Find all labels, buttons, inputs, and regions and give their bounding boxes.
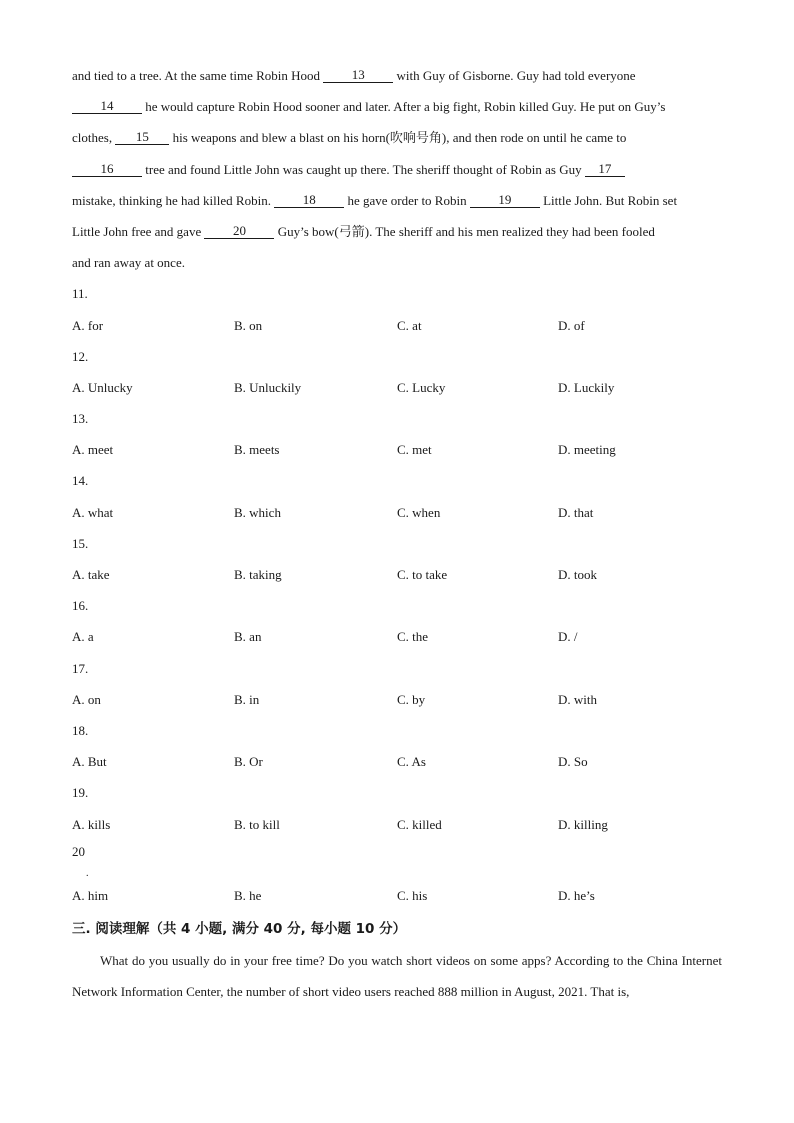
answer-option[interactable]: A. for: [72, 317, 104, 333]
answer-option[interactable]: D. So: [558, 754, 588, 770]
answer-option[interactable]: C. As: [397, 754, 426, 770]
question-number: 15.: [72, 535, 89, 551]
answer-option[interactable]: A. But: [72, 754, 107, 770]
answer-option[interactable]: A. Unlucky: [72, 379, 133, 395]
passage-text: Little John free and gave: [72, 223, 205, 239]
question-number-text: 20: [72, 843, 85, 859]
option-row: [72, 621, 722, 652]
question-number: 18.: [72, 722, 89, 738]
question-list: [72, 278, 722, 911]
question-number: 14.: [72, 473, 89, 489]
passage-text: mistake, thinking he had killed Robin.: [72, 192, 275, 208]
answer-option[interactable]: D. Luckily: [558, 379, 615, 395]
answer-option[interactable]: D. meeting: [558, 442, 616, 458]
passage-text: clothes,: [72, 130, 116, 146]
answer-option[interactable]: D. /: [558, 629, 578, 645]
passage-text: tree and found Little John was caught up there. The sheriff thought of Robin as Guy: [142, 161, 585, 177]
reading-paragraph: What do you usually do in your free time? Do you watch short videos on some apps? According to the China Internet Network Information Center, the number of short video users reached 888 million in August, 2021. That is,: [72, 952, 722, 1000]
answer-option[interactable]: B. Or: [234, 754, 263, 770]
question-number: 13.: [72, 411, 89, 427]
answer-option[interactable]: A. what: [72, 504, 114, 520]
answer-option[interactable]: A. meet: [72, 442, 114, 458]
answer-option[interactable]: D. with: [558, 691, 597, 707]
question-number: 16.: [72, 598, 89, 614]
passage-line: [72, 91, 722, 122]
answer-blank: 18: [274, 193, 344, 208]
answer-option[interactable]: D. that: [558, 504, 594, 520]
answer-option[interactable]: B. he: [234, 887, 262, 903]
answer-blank: 20: [204, 224, 274, 239]
cloze-passage: [72, 60, 722, 278]
question-number-dot: .: [86, 867, 89, 879]
answer-option[interactable]: C. met: [397, 442, 432, 458]
passage-line: [72, 247, 722, 278]
passage-line: [72, 60, 722, 91]
passage-line: [72, 122, 722, 153]
answer-option[interactable]: C. his: [397, 887, 428, 903]
passage-line: [72, 154, 722, 185]
answer-option[interactable]: A. take: [72, 567, 110, 582]
passage-text: he gave order to Robin: [344, 192, 470, 208]
answer-option[interactable]: A. kills: [72, 816, 111, 832]
question-number: 17.: [72, 660, 89, 676]
section-title: 三. 阅读理解（共 4 小题, 满分 40 分, 每小题 10 分）: [72, 920, 407, 937]
option-row: [72, 809, 722, 840]
option-row: [72, 559, 722, 590]
answer-option[interactable]: C. at: [397, 317, 422, 333]
answer-blank: 17: [585, 162, 625, 177]
answer-option[interactable]: B. in: [234, 691, 260, 707]
answer-option[interactable]: C. the: [397, 629, 429, 645]
exam-page: [72, 60, 722, 1007]
reading-passage: [72, 945, 722, 1007]
answer-option[interactable]: C. when: [397, 504, 441, 520]
passage-line: [72, 216, 722, 247]
passage-text: Little John. But Robin set: [539, 192, 678, 208]
answer-option[interactable]: D. he’s: [558, 887, 595, 903]
passage-text: and ran away at once.: [72, 255, 185, 271]
answer-option[interactable]: B. an: [234, 629, 262, 645]
answer-option[interactable]: C. Lucky: [397, 379, 446, 395]
question-number: 11.: [72, 286, 88, 302]
answer-option[interactable]: C. killed: [397, 816, 442, 832]
answer-option[interactable]: B. which: [234, 504, 281, 520]
answer-blank: 14: [72, 99, 142, 114]
option-row: [72, 880, 722, 911]
answer-option[interactable]: A. on: [72, 691, 101, 707]
answer-option[interactable]: C. to take: [397, 567, 448, 582]
answer-option[interactable]: B. meets: [234, 442, 280, 458]
answer-option[interactable]: C. by: [397, 691, 426, 707]
question-number: 12.: [72, 348, 89, 364]
question-number: [72, 840, 722, 880]
answer-option[interactable]: B. Unluckily: [234, 379, 302, 395]
answer-option[interactable]: D. of: [558, 317, 585, 333]
passage-text: with Guy of Gisborne. Guy had told everyone: [393, 68, 636, 83]
answer-blank: 13: [323, 68, 393, 83]
answer-option[interactable]: A. a: [72, 629, 94, 645]
answer-option[interactable]: B. taking: [234, 567, 282, 582]
passage-text: Guy’s bow(弓箭). The sheriff and his men realized they had been fooled: [274, 223, 655, 239]
answer-blank: 16: [72, 162, 142, 177]
passage-text: and tied to a tree. At the same time Robin Hood: [72, 68, 324, 83]
answer-option[interactable]: D. took: [558, 567, 597, 582]
option-row: [72, 434, 722, 465]
option-row: [72, 372, 722, 403]
answer-option[interactable]: B. on: [234, 317, 263, 333]
answer-blank: 15: [115, 130, 169, 145]
question-number: 19.: [72, 785, 89, 801]
option-row: [72, 310, 722, 341]
option-row: [72, 746, 722, 777]
answer-option[interactable]: A. him: [72, 887, 109, 903]
answer-option[interactable]: D. killing: [558, 816, 608, 832]
passage-text: his weapons and blew a blast on his horn(吹响号角), and then rode on until he came to: [169, 130, 627, 146]
passage-text: he would capture Robin Hood sooner and later. After a big fight, Robin killed Guy. He put on Guy’s: [142, 99, 666, 115]
option-row: [72, 497, 722, 528]
answer-blank: 19: [470, 193, 540, 208]
answer-option[interactable]: B. to kill: [234, 816, 280, 832]
passage-line: [72, 185, 722, 216]
option-row: [72, 684, 722, 715]
